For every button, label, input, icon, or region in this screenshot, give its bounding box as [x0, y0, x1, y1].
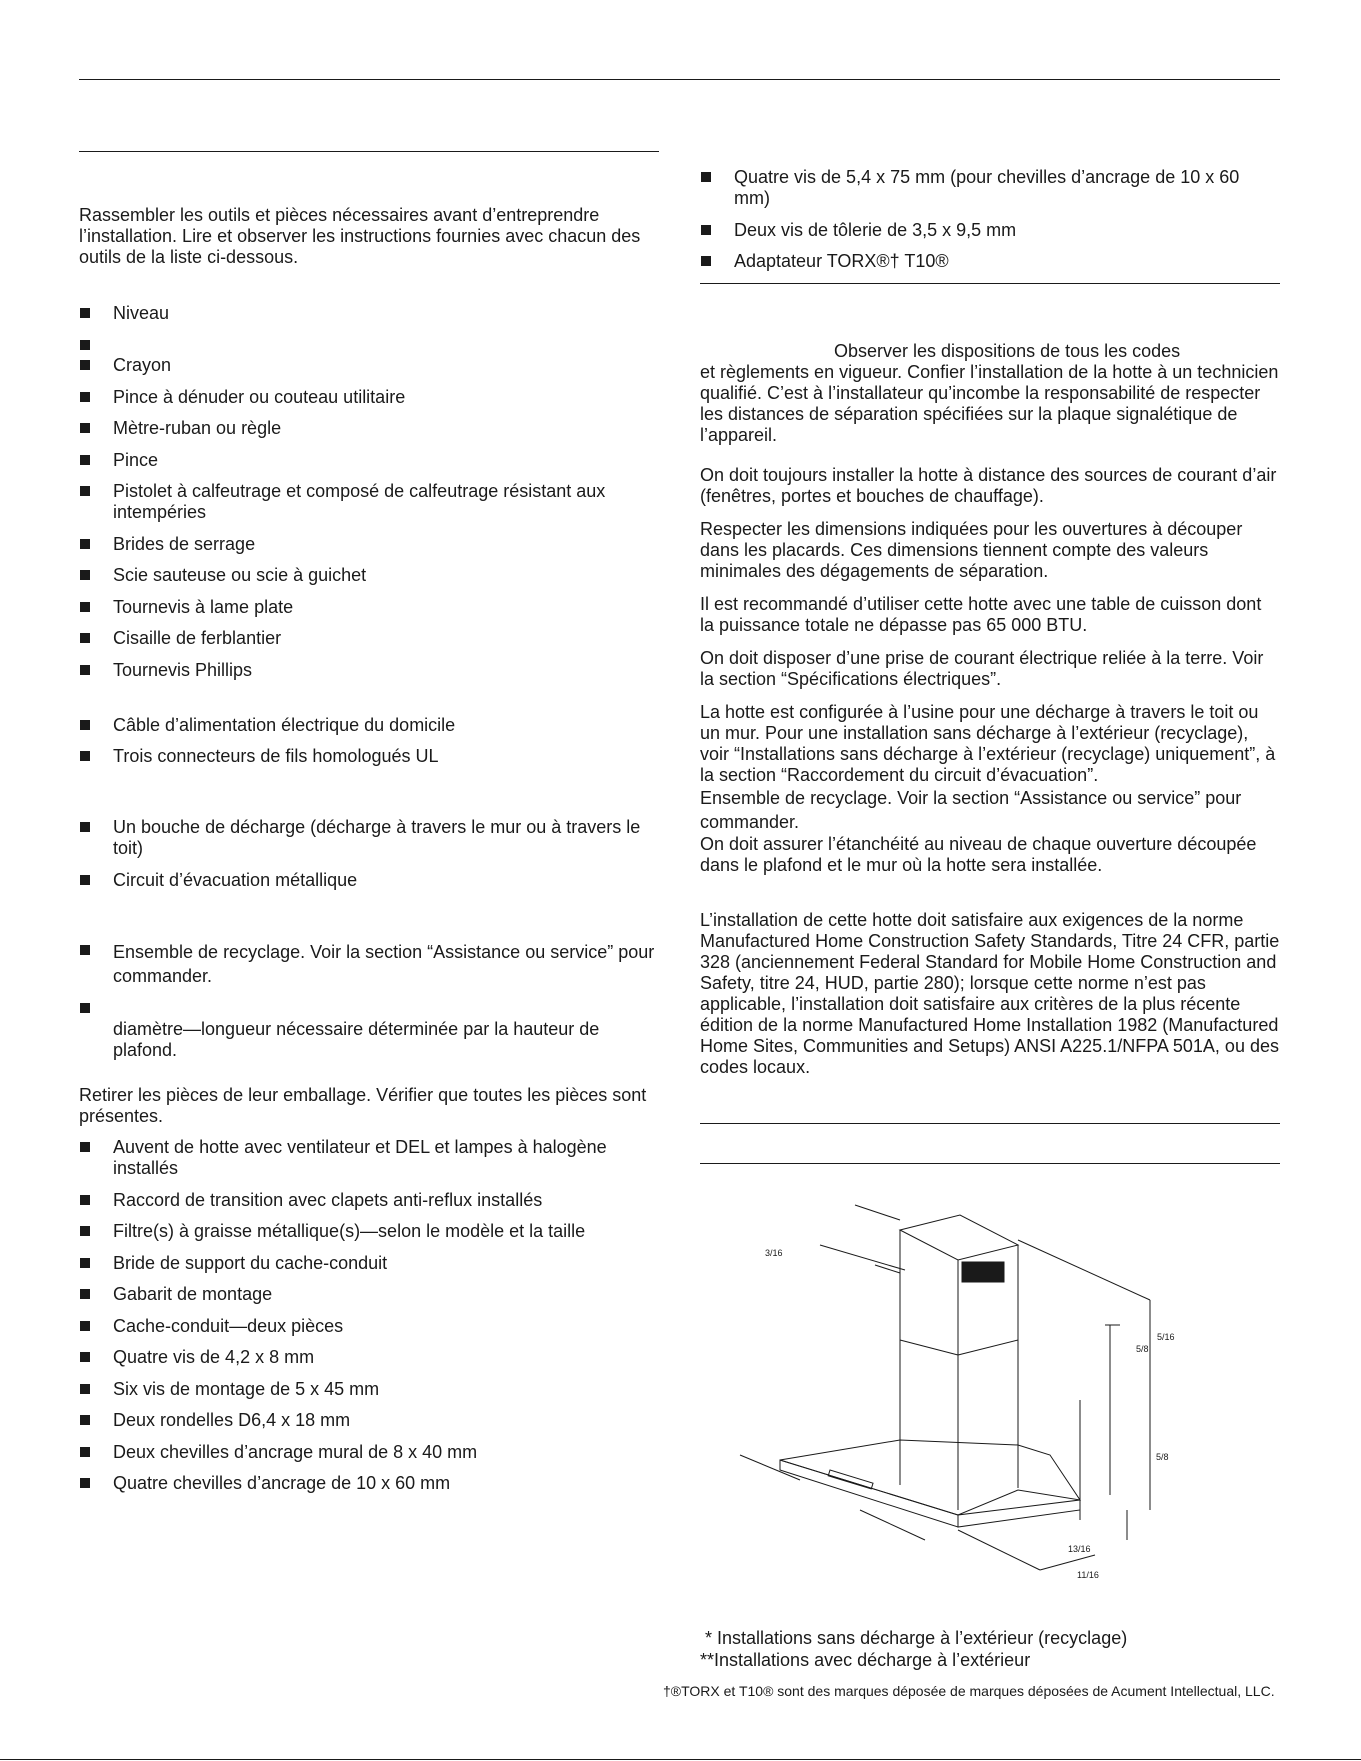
list-item: Bride de support du cache-conduit [79, 1253, 659, 1274]
list-item: Quatre vis de 4,2 x 8 mm [79, 1347, 659, 1368]
list-item: Scie sauteuse ou scie à guichet [79, 565, 659, 586]
codes-paragraph [700, 341, 1280, 446]
control-panel [828, 1470, 873, 1489]
dim-fraction: 11/16 [1077, 1570, 1099, 1580]
section-rule [700, 1123, 1280, 1124]
list-item: Quatre vis de 5,4 x 75 mm (pour chevilles d’ancrage de 10 x 60 mm) [700, 167, 1280, 209]
dim-fraction: 5/8 [1156, 1452, 1169, 1462]
mobile-home-paragraph: L’installation de cette hotte doit satisfaire aux exigences de la norme Manufactured Home Construction Safety Standards, Titre 24 CFR, partie 328 (anciennement Federal Standard for Mobile Home Construction and Safety, titre 24, HUD, partie 280); lorsque cette norme n’est pas applicable, l’installation doit satisfaire aux critères de la plus récente édition de la norme Manufactured Home Installation 1982 (Manufactured Home Sites, Communities and Setups) ANSI A225.1/NFPA 501A, ou des codes locaux. [700, 909, 1280, 1077]
section-rule [700, 1163, 1280, 1164]
hood-drawing [700, 1170, 1280, 1610]
list-item: Gabarit de montage [79, 1284, 659, 1305]
tools-list [79, 303, 659, 1061]
list-item: Adaptateur TORX®† T10® [700, 251, 1280, 272]
diagram-footnotes [700, 1627, 1127, 1671]
dim-fraction: 5/16 [1157, 1332, 1175, 1342]
top-rule [79, 79, 1280, 80]
list-item: Cache-conduit—deux pièces [79, 1316, 659, 1337]
pieces-intro: Retirer les pièces de leur emballage. Vérifier que toutes les pièces sont présentes. [79, 1085, 647, 1126]
canopy-top [780, 1440, 1080, 1515]
paragraph: La hotte est configurée à l’usine pour une décharge à travers le toit ou un mur. Pour une installation sans décharge à l’extérieur (recyclage), voir “Installations sans décharge à l’extérieur (recyclage) uniquement”, à la section “Raccordement du circuit d’évacuation”. [700, 701, 1276, 785]
list-item: Mètre-ruban ou règle [79, 418, 659, 439]
list-item: Câble d’alimentation électrique du domicile [79, 715, 659, 736]
list-item: Six vis de montage de 5 x 45 mm [79, 1379, 659, 1400]
paragraph: Il est recommandé d’utiliser cette hotte avec une table de cuisson dont la puissance totale ne dépasse pas 65 000 BTU. [700, 593, 1262, 635]
list-item: Pistolet à calfeutrage et composé de calfeutrage résistant aux intempéries [79, 481, 659, 523]
paragraph: On doit assurer l’étanchéité au niveau de chaque ouverture découpée dans le plafond et le mur où la hotte sera installée. [700, 833, 1257, 875]
codes-first-line: Observer les dispositions de tous les codes [834, 340, 1181, 361]
canopy-side [958, 1500, 1080, 1527]
paragraph: On doit disposer d’une prise de courant électrique reliée à la terre. Voir la section “Spécifications électriques”. [700, 647, 1264, 689]
parts-list [79, 1137, 659, 1494]
list-item: Ensemble de recyclage. Voir la section “Assistance ou service” pour commander. [79, 940, 659, 988]
list-item: Trois connecteurs de fils homologués UL [79, 746, 659, 767]
paragraph: Respecter les dimensions indiquées pour les ouvertures à découper dans les placards. Ces dimensions tiennent compte des valeurs minimales des dégagements de séparation. [700, 518, 1243, 581]
trademark-note: †®TORX et T10® sont des marques déposée de marques déposées de Acument Intellectual, LLC. [663, 1683, 1275, 1699]
canopy-front [780, 1460, 958, 1527]
list-item: Tournevis à lame plate [79, 597, 659, 618]
list-item: Filtre(s) à graisse métallique(s)—selon le modèle et la taille [79, 1221, 659, 1242]
list-item: Auvent de hotte avec ventilateur et DEL et lampes à halogène installés [79, 1137, 659, 1179]
dim-fraction: 3/16 [765, 1248, 783, 1258]
list-item: Quatre chevilles d’ancrage de 10 x 60 mm [79, 1473, 659, 1494]
hood-dimension-diagram [700, 1170, 1280, 1610]
footnote-ducted: **Installations avec décharge à l’extérieur [700, 1650, 1031, 1670]
list-item: Circuit d’évacuation métallique [79, 870, 659, 891]
left-column [79, 150, 659, 1505]
list-item: Cisaille de ferblantier [79, 628, 659, 649]
list-item: Pince à dénuder ou couteau utilitaire [79, 387, 659, 408]
tools-intro: Rassembler les outils et pièces nécessaires avant d’entreprendre l’installation. Lire et observer les instructions fournies avec chacun des outils de la liste ci-dessous. [79, 205, 641, 267]
dim-fraction: 13/16 [1068, 1544, 1091, 1554]
chimney-seam [900, 1340, 958, 1355]
list-item: Un bouche de décharge (décharge à travers le mur ou à travers le toit) [79, 817, 659, 859]
list-item: Niveau [79, 303, 659, 324]
codes-rest: et règlements en vigueur. Confier l’installation de la hotte à un technicien qualifié. C’est à l’installateur qu’incombe la responsabilité de respecter les distances de séparation spécifiées sur la plaque signalétique de l’appareil. [700, 361, 1279, 445]
list-item: Tournevis Phillips [79, 660, 659, 681]
list-item: Deux vis de tôlerie de 3,5 x 9,5 mm [700, 220, 1280, 241]
list-item: Pince [79, 450, 659, 471]
bottom-rule [0, 1759, 1361, 1760]
chimney-top [900, 1215, 1018, 1260]
footnote-recycle: * Installations sans décharge à l’extérieur (recyclage) [705, 1628, 1128, 1648]
list-item: Brides de serrage [79, 534, 659, 555]
paragraph: Ensemble de recyclage. Voir la section “Assistance ou service” pour commander. [700, 787, 1242, 832]
section-rule [700, 283, 1280, 284]
parts-list-continued [700, 167, 1280, 272]
paragraph: On doit toujours installer la hotte à distance des sources de courant d’air (fenêtres, portes et bouches de chauffage). [700, 464, 1277, 506]
vent-grille [962, 1262, 1004, 1282]
list-item: Deux chevilles d’ancrage mural de 8 x 40 mm [79, 1442, 659, 1463]
dimension-fractions [765, 1248, 1175, 1580]
list-item: Crayon [79, 355, 659, 376]
list-item: diamètre—longueur nécessaire déterminée par la hauteur de plafond. [79, 998, 659, 1061]
list-item: Raccord de transition avec clapets anti-reflux installés [79, 1190, 659, 1211]
list-item: Deux rondelles D6,4 x 18 mm [79, 1410, 659, 1431]
dim-fraction: 5/8 [1136, 1344, 1149, 1354]
right-column [700, 160, 1280, 1078]
